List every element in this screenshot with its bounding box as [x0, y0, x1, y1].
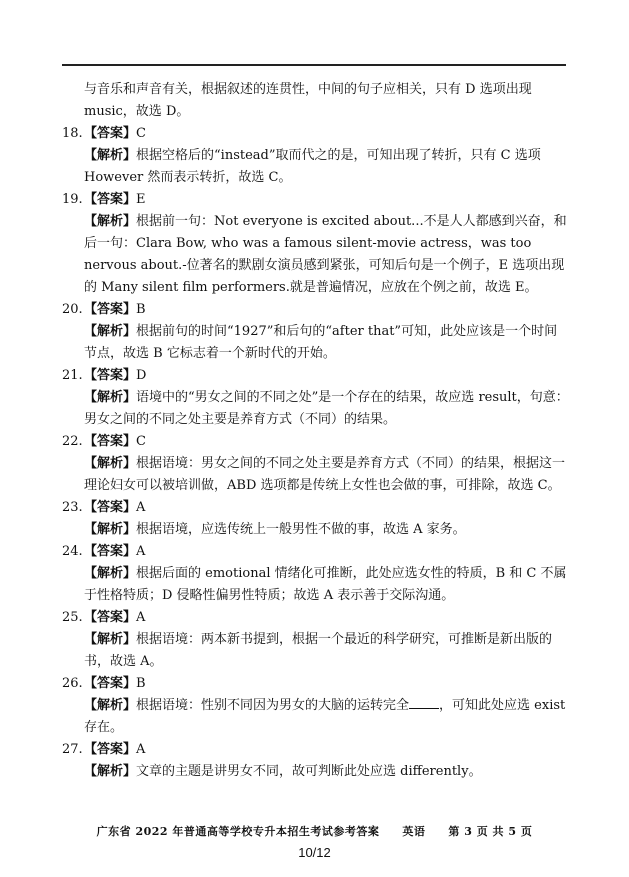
analysis-text: 根据后面的 emotional 情绪化可推断，此处应选女性的特质，B 和 C 不属于性格特质；D 侵略性偏男性特质；故选 A 表示善于交际沟通。	[84, 566, 567, 603]
answer-item-19	[62, 189, 570, 299]
answer-label: 【答案】	[84, 544, 137, 559]
answer-value: E	[136, 192, 146, 207]
analysis-text-end: ，可知此处应选 exist 存在。	[84, 698, 566, 735]
analysis-label: 【解析】	[84, 522, 137, 537]
analysis-label: 【解析】	[84, 456, 137, 471]
answer-item-25	[62, 607, 570, 673]
answer-item-20	[62, 299, 570, 365]
analysis-label: 【解析】	[84, 698, 137, 713]
analysis-text: 根据语境：两本新书提到，根据一个最近的科学研究，可推断是新出版的书，故选 A。	[84, 632, 553, 669]
answer-label: 【答案】	[84, 126, 137, 141]
header-rule	[62, 64, 566, 66]
analysis-text: 根据空格后的“instead”取而代之的是，可知出现了转折，只有 C 选项 However 然而表示转折，故选 C。	[84, 148, 541, 185]
answer-item-23	[62, 497, 570, 541]
answer-value: C	[136, 434, 146, 449]
question-number: 25.	[62, 610, 83, 625]
question-number: 22.	[62, 434, 83, 449]
answer-label: 【答案】	[84, 742, 137, 757]
question-number: 27.	[62, 742, 83, 757]
answer-value: B	[136, 676, 146, 691]
analysis-text: 根据语境：性别不同因为男女的大脑的运转完全	[136, 698, 410, 713]
question-number: 23.	[62, 500, 83, 515]
answer-label: 【答案】	[84, 676, 137, 691]
analysis-label: 【解析】	[84, 764, 137, 779]
answer-label: 【答案】	[84, 302, 137, 317]
page-footer: 广东省 2022 年普通高等学校专升本招生考试参考答案 英语 第 3 页 共 5 页	[96, 825, 533, 838]
answer-value: A	[136, 544, 146, 559]
answer-item-26	[62, 673, 570, 739]
answer-value: A	[136, 500, 146, 515]
analysis-text: 文章的主题是讲男女不同，故可判断此处应选 differently。	[136, 764, 482, 779]
answer-label: 【答案】	[84, 610, 137, 625]
answer-label: 【答案】	[84, 368, 137, 383]
analysis-label: 【解析】	[84, 148, 137, 163]
answer-item-27	[62, 739, 570, 783]
analysis-text: 根据前句的时间“1927”和后句的“after that”可知，此处应该是一个时间节点，故选 B 它标志着一个新时代的开始。	[84, 324, 558, 361]
answer-item-22	[62, 431, 570, 497]
answer-label: 【答案】	[84, 500, 137, 515]
answer-item-21	[62, 365, 570, 431]
analysis-label: 【解析】	[84, 324, 137, 339]
answer-item-18	[62, 123, 570, 189]
analysis-label: 【解析】	[84, 390, 137, 405]
intro-paragraph: 与音乐和声音有关，根据叙述的连贯性，中间的句子应相关，只有 D 选项出现 music，故选 D。	[84, 82, 532, 119]
analysis-text: 语境中的“男女之间的不同之处”是一个存在的结果，故应选 result，句意：男女之间的不同之处主要是养育方式（不同）的结果。	[84, 390, 569, 427]
analysis-label: 【解析】	[84, 632, 137, 647]
question-number: 20.	[62, 302, 83, 317]
analysis-text: 根据前一句：Not everyone is excited about...不是人人都感到兴奋，和后一句：Clara Bow, who was a famous silent-movie actress，was too nervous about.-位著名的默剧女演员感到紧张，可知后句是一个例子，E 选项出现的 Many silent film performers.就是普遍情况，应放在个例之前，故选 E。	[84, 214, 567, 295]
question-number: 19.	[62, 192, 83, 207]
analysis-label: 【解析】	[84, 566, 137, 581]
question-number: 21.	[62, 368, 83, 383]
answer-value: A	[136, 742, 146, 757]
answer-label: 【答案】	[84, 434, 137, 449]
analysis-text: 根据语境，应选传统上一般男性不做的事，故选 A 家务。	[136, 522, 466, 537]
answer-item-24	[62, 541, 570, 607]
question-number: 26.	[62, 676, 83, 691]
question-number: 18.	[62, 126, 83, 141]
fill-in-blank	[409, 696, 439, 709]
answer-content	[62, 79, 570, 783]
answer-value: B	[136, 302, 146, 317]
answer-value: C	[136, 126, 146, 141]
answer-value: D	[136, 368, 147, 383]
analysis-label: 【解析】	[84, 214, 137, 229]
answer-label: 【答案】	[84, 192, 137, 207]
question-number: 24.	[62, 544, 83, 559]
page-counter: 10/12	[298, 845, 331, 860]
answer-value: A	[136, 610, 146, 625]
analysis-text: 根据语境：男女之间的不同之处主要是养育方式（不同）的结果，根据这一理论妇女可以被培训做，ABD 选项都是传统上女性也会做的事，可排除，故选 C。	[84, 456, 566, 493]
